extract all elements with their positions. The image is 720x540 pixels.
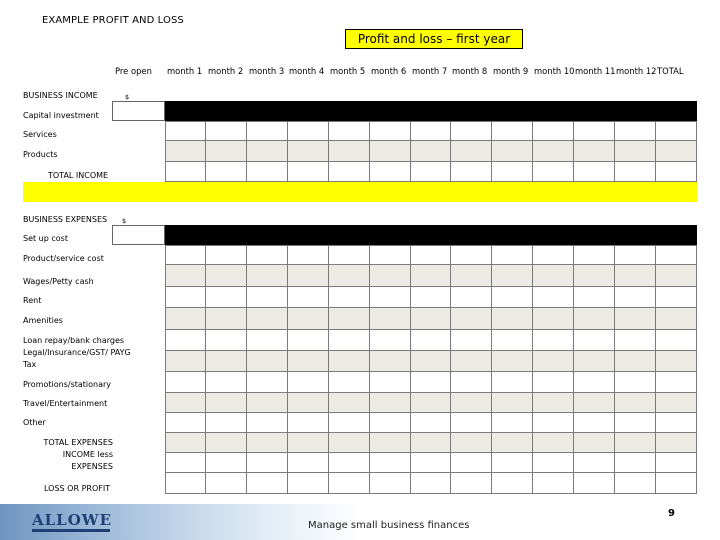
expense-cell[interactable] [492, 351, 533, 372]
income-cell[interactable] [288, 141, 329, 162]
loss-or-profit-label: LOSS OR PROFIT [44, 484, 111, 493]
expense-cell[interactable] [492, 453, 533, 473]
header-month-5: month 5 [330, 66, 366, 76]
expense-cell[interactable] [451, 308, 492, 330]
expense-cell[interactable] [329, 308, 370, 330]
row-label-products: Products [23, 150, 58, 159]
expense-cell[interactable] [615, 287, 656, 308]
expense-cell[interactable] [533, 433, 574, 453]
expense-cell[interactable] [533, 308, 574, 330]
header-month-10: month 10 [534, 66, 575, 76]
expense-cell[interactable] [656, 330, 697, 351]
expense-cell[interactable] [656, 308, 697, 330]
expense-cell[interactable] [165, 265, 206, 287]
expense-cell[interactable] [370, 453, 411, 473]
expense-cell[interactable] [492, 372, 533, 393]
expense-cell[interactable] [206, 330, 247, 351]
expense-cell[interactable] [370, 351, 411, 372]
expense-cell[interactable] [574, 330, 615, 351]
income-cell[interactable] [615, 121, 656, 141]
income-cell[interactable] [329, 121, 370, 141]
expense-cell[interactable] [329, 372, 370, 393]
expense-cell[interactable] [533, 330, 574, 351]
income-cell[interactable] [656, 162, 697, 182]
expense-cell[interactable] [615, 433, 656, 453]
expense-cell[interactable] [492, 393, 533, 413]
header-month-2: month 2 [208, 66, 244, 76]
expense-cell[interactable] [247, 372, 288, 393]
expenses-pre-open-cell[interactable] [112, 225, 165, 245]
income-less-expenses-label: INCOME less EXPENSES [62, 450, 113, 471]
expense-cell[interactable] [329, 351, 370, 372]
expense-cell[interactable] [533, 287, 574, 308]
expense-cell[interactable] [656, 433, 697, 453]
expense-cell[interactable] [247, 473, 288, 494]
income-cell[interactable] [370, 162, 411, 182]
expense-cell[interactable] [206, 245, 247, 265]
expense-cell[interactable] [411, 453, 452, 473]
header-month-1: month 1 [167, 66, 203, 76]
expense-cell[interactable] [492, 308, 533, 330]
expense-cell[interactable] [533, 265, 574, 287]
income-cell[interactable] [206, 141, 247, 162]
income-cell[interactable] [411, 141, 452, 162]
expense-cell[interactable] [656, 265, 697, 287]
expense-cell[interactable] [247, 453, 288, 473]
expense-cell[interactable] [451, 453, 492, 473]
expense-cell[interactable] [206, 473, 247, 494]
expense-cell[interactable] [370, 287, 411, 308]
income-cell[interactable] [574, 162, 615, 182]
expenses-dollar-sign: $ [122, 217, 127, 225]
row-label-product-service-cost: Product/service cost [23, 254, 104, 263]
expense-cell[interactable] [288, 287, 329, 308]
expense-cell[interactable] [492, 473, 533, 494]
expense-cell[interactable] [574, 287, 615, 308]
expense-cell[interactable] [411, 287, 452, 308]
expense-cell[interactable] [615, 330, 656, 351]
row-label-services: Services [23, 130, 57, 139]
expense-cell[interactable] [329, 413, 370, 433]
row-label-loan-legal-tax: Loan repay/bank charges Legal/Insurance/GST/ PAYG Tax [23, 336, 131, 369]
expense-cell[interactable] [411, 372, 452, 393]
income-cell[interactable] [451, 121, 492, 141]
expense-cell[interactable] [574, 393, 615, 413]
expense-cell[interactable] [451, 330, 492, 351]
expense-cell[interactable] [165, 453, 206, 473]
income-cell[interactable] [451, 162, 492, 182]
income-cell[interactable] [329, 162, 370, 182]
expense-cell[interactable] [329, 245, 370, 265]
expense-cell[interactable] [288, 351, 329, 372]
expense-cell[interactable] [615, 245, 656, 265]
profit-loss-banner: Profit and loss – first year [345, 29, 523, 49]
income-cell[interactable] [615, 162, 656, 182]
expense-cell[interactable] [492, 245, 533, 265]
income-cell[interactable] [288, 121, 329, 141]
expense-cell[interactable] [615, 372, 656, 393]
expense-cell[interactable] [451, 393, 492, 413]
expense-cell[interactable] [574, 433, 615, 453]
expense-cell[interactable] [492, 413, 533, 433]
income-cell[interactable] [656, 141, 697, 162]
expense-cell[interactable] [656, 351, 697, 372]
expense-cell[interactable] [574, 351, 615, 372]
header-month-7: month 7 [412, 66, 448, 76]
expense-cell[interactable] [615, 308, 656, 330]
expense-cell[interactable] [165, 473, 206, 494]
expense-cell[interactable] [492, 433, 533, 453]
expense-cell[interactable] [288, 308, 329, 330]
expense-cell[interactable] [574, 453, 615, 473]
row-label-other: Other [23, 418, 46, 427]
header-pre-open: Pre open [115, 66, 152, 76]
income-cell[interactable] [288, 162, 329, 182]
expense-cell[interactable] [288, 393, 329, 413]
header-month-4: month 4 [289, 66, 325, 76]
expense-cell[interactable] [206, 433, 247, 453]
expense-cell[interactable] [329, 265, 370, 287]
expense-cell[interactable] [574, 245, 615, 265]
income-cell[interactable] [206, 162, 247, 182]
expense-cell[interactable] [329, 330, 370, 351]
expenses-header-bar [165, 225, 697, 245]
income-cell[interactable] [165, 121, 206, 141]
expense-cell[interactable] [492, 287, 533, 308]
expense-cell[interactable] [411, 351, 452, 372]
expense-cell[interactable] [288, 330, 329, 351]
expense-cell[interactable] [370, 393, 411, 413]
expense-cell[interactable] [451, 265, 492, 287]
expense-cell[interactable] [247, 351, 288, 372]
expense-cell[interactable] [451, 372, 492, 393]
row-label-set-up-cost: Set up cost [23, 234, 68, 243]
expense-cell[interactable] [165, 245, 206, 265]
expense-cell[interactable] [165, 413, 206, 433]
expense-cell[interactable] [247, 308, 288, 330]
income-cell[interactable] [370, 121, 411, 141]
expense-cell[interactable] [492, 330, 533, 351]
expense-cell[interactable] [288, 265, 329, 287]
expense-cell[interactable] [329, 393, 370, 413]
row-label-capital-investment: Capital investment [23, 111, 99, 120]
expense-cell[interactable] [615, 473, 656, 494]
expense-cell[interactable] [370, 308, 411, 330]
expense-cell[interactable] [451, 287, 492, 308]
expense-cell[interactable] [370, 433, 411, 453]
total-income-highlight [23, 182, 697, 202]
expense-cell[interactable] [574, 413, 615, 433]
expense-cell[interactable] [451, 473, 492, 494]
expense-cell[interactable] [615, 393, 656, 413]
expense-cell[interactable] [165, 330, 206, 351]
expense-cell[interactable] [165, 372, 206, 393]
expense-cell[interactable] [329, 287, 370, 308]
expense-cell[interactable] [615, 351, 656, 372]
income-cell[interactable] [492, 162, 533, 182]
income-cell[interactable] [370, 141, 411, 162]
expense-cell[interactable] [615, 453, 656, 473]
expense-cell[interactable] [288, 413, 329, 433]
expense-cell[interactable] [329, 453, 370, 473]
expense-cell[interactable] [370, 265, 411, 287]
expense-cell[interactable] [656, 413, 697, 433]
income-cell[interactable] [492, 121, 533, 141]
expense-cell[interactable] [411, 245, 452, 265]
income-cell[interactable] [451, 141, 492, 162]
income-cell[interactable] [247, 121, 288, 141]
expense-cell[interactable] [411, 433, 452, 453]
header-month-12: month 12 [616, 66, 657, 76]
expense-cell[interactable] [206, 393, 247, 413]
expense-cell[interactable] [288, 245, 329, 265]
expense-cell[interactable] [411, 265, 452, 287]
footer-caption: Manage small business finances [308, 520, 470, 531]
expense-cell[interactable] [615, 413, 656, 433]
expense-cell[interactable] [288, 372, 329, 393]
expense-cell[interactable] [206, 372, 247, 393]
expense-cell[interactable] [206, 287, 247, 308]
expense-cell[interactable] [411, 473, 452, 494]
row-label-travel-entertainment: Travel/Entertainment [23, 399, 108, 408]
expense-cell[interactable] [574, 473, 615, 494]
row-label-rent: Rent [23, 296, 42, 305]
expense-cell[interactable] [656, 372, 697, 393]
expense-cell[interactable] [411, 330, 452, 351]
row-label-amenities: Amenities [23, 316, 63, 325]
allowe-logo: ALLOWE [32, 511, 113, 529]
expense-cell[interactable] [206, 453, 247, 473]
income-cell[interactable] [533, 141, 574, 162]
income-cell[interactable] [165, 162, 206, 182]
document-title: EXAMPLE PROFIT AND LOSS [42, 15, 184, 26]
expense-cell[interactable] [288, 453, 329, 473]
expense-cell[interactable] [656, 453, 697, 473]
income-cell[interactable] [656, 121, 697, 141]
income-cell[interactable] [615, 141, 656, 162]
expense-cell[interactable] [574, 372, 615, 393]
page-number: 9 [668, 508, 675, 519]
expense-cell[interactable] [288, 473, 329, 494]
expense-cell[interactable] [288, 433, 329, 453]
expense-cell[interactable] [165, 308, 206, 330]
business-expenses-label: BUSINESS EXPENSES [23, 215, 108, 224]
expense-cell[interactable] [615, 265, 656, 287]
income-header-bar [165, 101, 697, 121]
expense-cell[interactable] [370, 372, 411, 393]
business-income-label: BUSINESS INCOME [23, 91, 98, 100]
expense-cell[interactable] [451, 433, 492, 453]
expense-cell[interactable] [574, 265, 615, 287]
expense-cell[interactable] [165, 287, 206, 308]
expense-cell[interactable] [533, 372, 574, 393]
expense-cell[interactable] [370, 245, 411, 265]
expense-cell[interactable] [533, 413, 574, 433]
expense-cell[interactable] [206, 351, 247, 372]
income-cell[interactable] [492, 141, 533, 162]
expense-cell[interactable] [451, 245, 492, 265]
header-month-3: month 3 [249, 66, 285, 76]
header-month-9: month 9 [493, 66, 529, 76]
expense-cell[interactable] [656, 287, 697, 308]
expense-cell[interactable] [247, 433, 288, 453]
income-cell[interactable] [533, 162, 574, 182]
expense-cell[interactable] [411, 308, 452, 330]
expense-cell[interactable] [247, 245, 288, 265]
income-cell[interactable] [411, 121, 452, 141]
expense-cell[interactable] [329, 473, 370, 494]
header-month-6: month 6 [371, 66, 407, 76]
expense-cell[interactable] [656, 245, 697, 265]
expense-cell[interactable] [370, 413, 411, 433]
expense-cell[interactable] [533, 245, 574, 265]
header-total: TOTAL [657, 66, 684, 76]
row-label-promotions-stationary: Promotions/stationary [23, 380, 112, 389]
expense-cell[interactable] [411, 393, 452, 413]
expense-cell[interactable] [451, 413, 492, 433]
expense-cell[interactable] [247, 265, 288, 287]
expense-cell[interactable] [247, 413, 288, 433]
total-income-label: TOTAL INCOME [48, 171, 109, 180]
expense-cell[interactable] [165, 433, 206, 453]
income-cell[interactable] [329, 141, 370, 162]
row-label-wages-petty-cash: Wages/Petty cash [23, 277, 94, 286]
expense-cell[interactable] [206, 265, 247, 287]
income-pre-open-cell[interactable] [112, 101, 165, 121]
expense-cell[interactable] [492, 265, 533, 287]
expense-cell[interactable] [165, 351, 206, 372]
income-cell[interactable] [574, 141, 615, 162]
expense-cell[interactable] [206, 413, 247, 433]
income-cell[interactable] [165, 141, 206, 162]
expense-cell[interactable] [533, 453, 574, 473]
expense-cell[interactable] [247, 287, 288, 308]
logo-underline [32, 529, 110, 532]
expense-cell[interactable] [656, 473, 697, 494]
expense-cell[interactable] [370, 473, 411, 494]
total-expenses-label: TOTAL EXPENSES [43, 438, 113, 447]
expense-cell[interactable] [451, 351, 492, 372]
income-cell[interactable] [206, 121, 247, 141]
expense-cell[interactable] [247, 330, 288, 351]
income-cell[interactable] [574, 121, 615, 141]
income-dollar-sign: $ [125, 93, 130, 101]
expense-cell[interactable] [370, 330, 411, 351]
income-cell[interactable] [247, 162, 288, 182]
expense-cell[interactable] [165, 393, 206, 413]
income-cell[interactable] [411, 162, 452, 182]
expense-cell[interactable] [533, 473, 574, 494]
header-month-11: month 11 [575, 66, 616, 76]
expense-cell[interactable] [247, 393, 288, 413]
expense-cell[interactable] [533, 393, 574, 413]
expense-cell[interactable] [329, 433, 370, 453]
header-month-8: month 8 [452, 66, 488, 76]
income-cell[interactable] [247, 141, 288, 162]
income-cell[interactable] [533, 121, 574, 141]
expense-cell[interactable] [411, 413, 452, 433]
expense-cell[interactable] [533, 351, 574, 372]
expense-cell[interactable] [206, 308, 247, 330]
expense-cell[interactable] [574, 308, 615, 330]
expense-cell[interactable] [656, 393, 697, 413]
